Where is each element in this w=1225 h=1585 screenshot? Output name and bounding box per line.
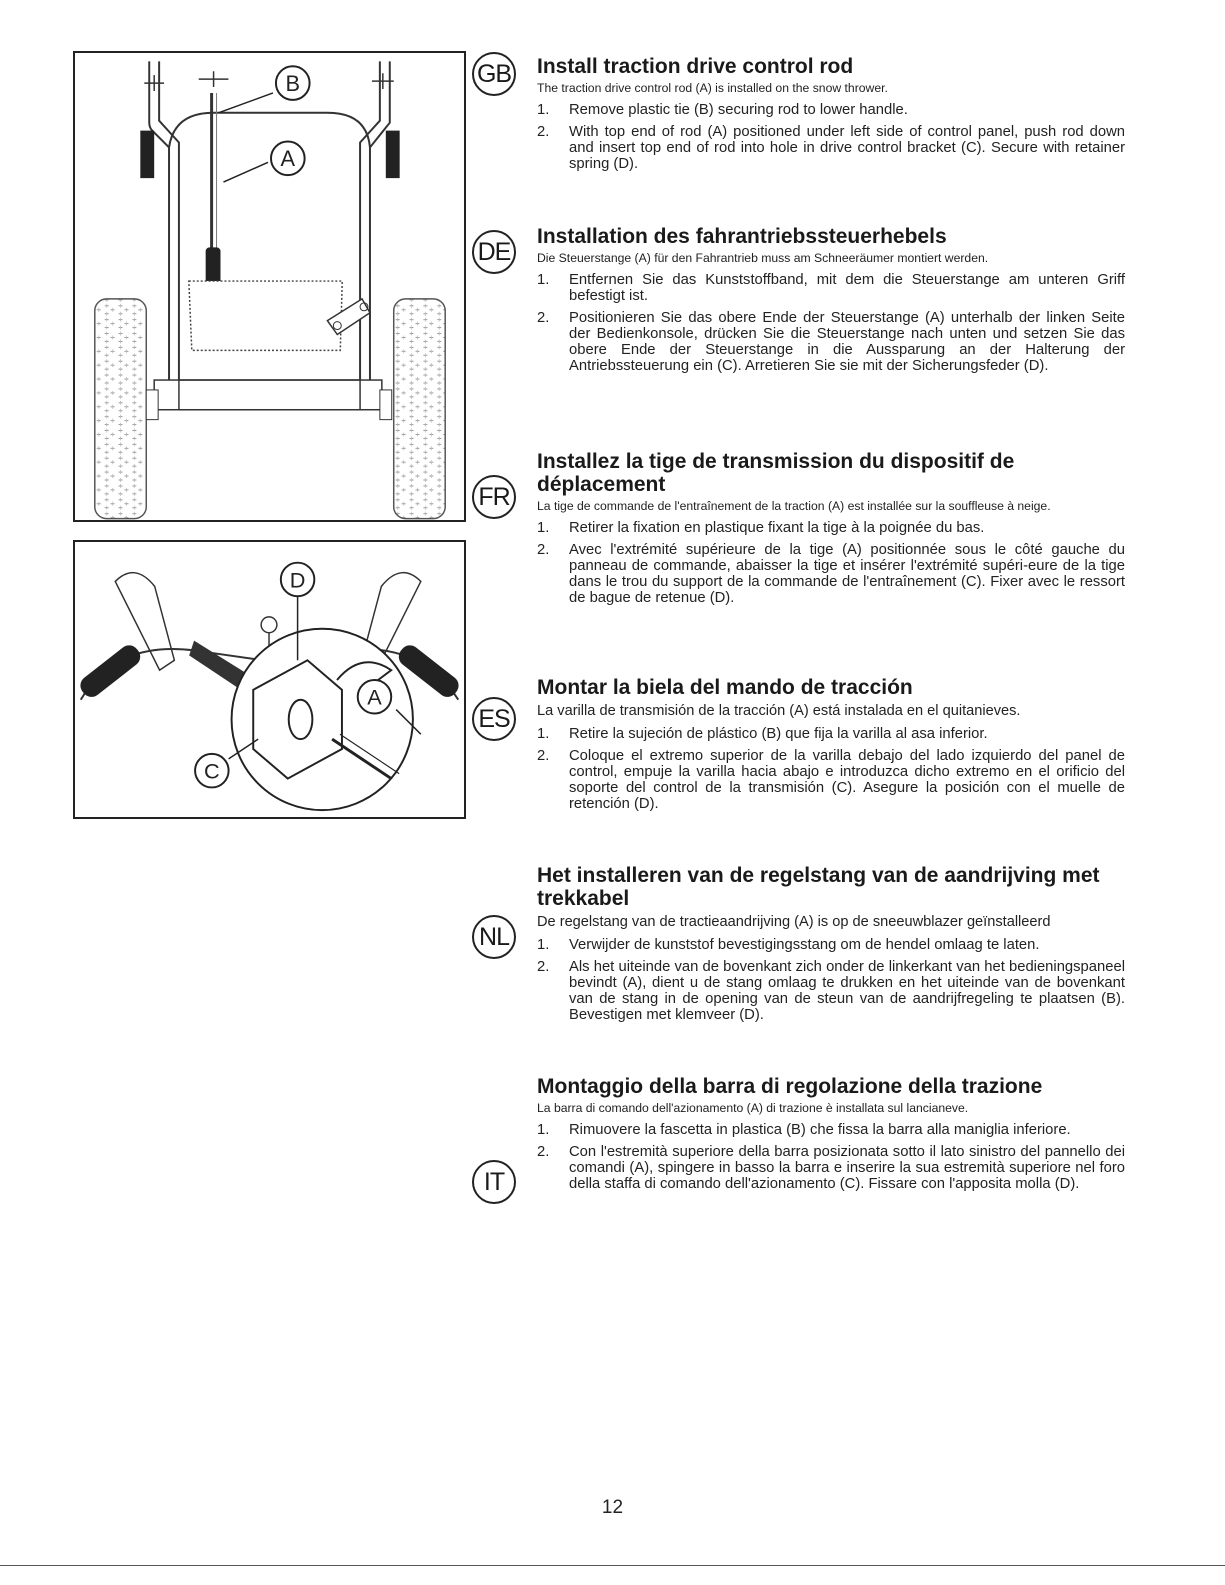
step-item <box>537 102 1125 118</box>
step-number: 1. <box>537 726 550 742</box>
step-text: Retire la sujeción de plástico (B) que fija la varilla al asa inferior. <box>569 726 988 742</box>
svg-text:B: B <box>285 71 301 97</box>
section-de <box>537 225 1125 380</box>
step-text: With top end of rod (A) positioned under left side of control panel, push rod down and insert top end of rod into hole in drive control bracket (C). Secure with retainer spring (D). <box>569 124 1125 172</box>
handle-assembly-figure <box>73 51 466 522</box>
callout-a <box>358 680 392 714</box>
step-item <box>537 542 1125 606</box>
page-number: 12 <box>601 1497 624 1518</box>
step-number: 2. <box>537 748 550 764</box>
step-item <box>537 520 1125 536</box>
step-list <box>537 937 1125 1023</box>
section-title: Het installeren van de regelstang van de aandrijving met trekkabel <box>537 864 1100 910</box>
callout-c <box>195 754 229 788</box>
svg-text:A: A <box>367 684 382 710</box>
step-text: Verwijder de kunststof bevestigingsstang om de hendel omlaag te laten. <box>569 937 1040 953</box>
step-list <box>537 102 1125 172</box>
section-intro: La barra di comando dell'azionamento (A) di trazione è installata sul lancianeve. <box>537 1101 969 1115</box>
section-gb <box>537 55 1125 178</box>
step-number: 2. <box>537 1144 550 1160</box>
step-number: 1. <box>537 1122 550 1138</box>
step-number: 1. <box>537 937 550 953</box>
section-title: Installez la tige de transmission du dispositif de déplacement <box>537 450 1015 496</box>
step-list <box>537 520 1125 606</box>
step-item <box>537 272 1125 304</box>
section-nl <box>537 864 1125 1029</box>
section-es <box>537 676 1125 818</box>
step-text: Con l'estremità superiore della barra posizionata sotto il lato sinistro del pannello dei comandi (A), spingere in basso la barra e inserire la sua estremità superiore nel foro della staffa di comando dell'azionamento (C). Fissare con l'apposita molla (D). <box>569 1144 1125 1192</box>
section-title: Montaggio della barra di regolazione della trazione <box>537 1075 1043 1098</box>
step-list <box>537 726 1125 812</box>
section-intro: De regelstang van de tractieaandrijving (A) is op de sneeuwblazer geïnstalleerd <box>537 914 1051 930</box>
step-number: 1. <box>537 520 550 536</box>
step-item <box>537 1122 1125 1138</box>
control-bracket-illustration <box>75 542 464 817</box>
step-text: Remove plastic tie (B) securing rod to lower handle. <box>569 102 908 118</box>
section-intro: La varilla de transmisión de la tracción (A) está instalada en el quitanieves. <box>537 703 1021 719</box>
svg-text:C: C <box>204 758 220 784</box>
svg-text:D: D <box>289 567 306 593</box>
step-list <box>537 272 1125 374</box>
step-number: 1. <box>537 102 550 118</box>
step-text: Retirer la fixation en plastique fixant la tige à la poignée du bas. <box>569 520 985 536</box>
section-title: Installation des fahrantriebssteuerhebels <box>537 225 947 248</box>
language-badge-gb: GB <box>472 52 516 96</box>
section-title: Install traction drive control rod <box>537 55 854 78</box>
section-title: Montar la biela del mando de tracción <box>537 676 913 699</box>
section-intro: The traction drive control rod (A) is installed on the snow thrower. <box>537 81 888 95</box>
step-item <box>537 748 1125 812</box>
handle-assembly-illustration <box>75 53 464 520</box>
section-intro: Die Steuerstange (A) für den Fahrantrieb muss am Schneeräumer montiert werden. <box>537 251 989 265</box>
step-list <box>537 1122 1125 1192</box>
language-badge-nl: NL <box>472 915 516 959</box>
step-item <box>537 124 1125 172</box>
step-item <box>537 310 1125 374</box>
step-item <box>537 937 1125 953</box>
footer-rule <box>0 1565 1225 1566</box>
section-it <box>537 1075 1125 1198</box>
callout-a <box>271 141 305 175</box>
control-bracket-figure <box>73 540 466 819</box>
step-item <box>537 959 1125 1023</box>
callout-d <box>281 563 315 597</box>
step-text: Als het uiteinde van de bovenkant zich onder de linkerkant van het bedieningspaneel bevindt (A), dient u de stang omlaag te drukken en het uiteinde van de bovenkant van de stang in de opening van de steun van de aandrijfregeling te plaatsen (B). Bevestigen met klemveer (D). <box>569 959 1125 1023</box>
step-text: Positionieren Sie das obere Ende der Steuerstange (A) unterhalb der linken Seite der Bedienkonsole, drücken Sie die Steuerstange nach unten und setzen Sie das obere Ende der Steuerstange in die Aussparung an der Halterung der Antriebssteuerung ein (C). Arretieren Sie sie mit der Sicherungsfeder (D). <box>569 310 1125 374</box>
step-item <box>537 1144 1125 1192</box>
section-fr <box>537 450 1125 612</box>
step-text: Rimuovere la fascetta in plastica (B) che fissa la barra alla maniglia inferiore. <box>569 1122 1071 1138</box>
step-number: 2. <box>537 310 550 326</box>
step-text: Avec l'extrémité supérieure de la tige (A) positionnée sous le côté gauche du panneau de commande, abaisser la tige et insérer l'extrémité supéri-eure de la tige dans le trou du support de la commande de l'entraînement (C). Fixer avec le ressort de bague de retenue (D). <box>569 542 1125 606</box>
language-badge-de: DE <box>472 230 516 274</box>
callout-b <box>276 66 310 100</box>
svg-text:A: A <box>280 146 296 172</box>
step-text: Entfernen Sie das Kunststoffband, mit dem die Steuerstange am unteren Griff befestigt ist. <box>569 272 1125 304</box>
step-number: 2. <box>537 124 550 140</box>
section-intro: La tige de commande de l'entraînement de la traction (A) est installée sur la souffleuse à neige. <box>537 499 1051 513</box>
step-number: 1. <box>537 272 550 288</box>
step-number: 2. <box>537 959 550 975</box>
language-badge-es: ES <box>472 697 516 741</box>
step-item <box>537 726 1125 742</box>
step-text: Coloque el extremo superior de la varilla debajo del lado izquierdo del panel de control, empuje la varilla hacia abajo e introduzca dicho extremo en el orificio del soporte del control de la transmisión (C). Asegure la posición con el muelle de retención (D). <box>569 748 1125 812</box>
step-number: 2. <box>537 542 550 558</box>
language-badge-fr: FR <box>472 475 516 519</box>
language-badge-it: IT <box>472 1160 516 1204</box>
